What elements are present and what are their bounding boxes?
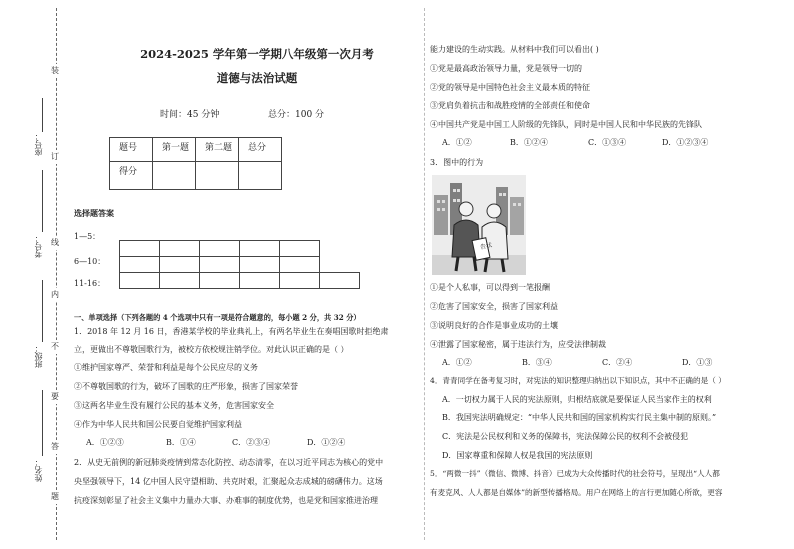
score-header-cell: 总分 <box>239 138 282 162</box>
spy-cartoon-image <box>432 175 526 275</box>
q3-option-b[interactable]: B．③④ <box>522 358 552 367</box>
binding-margin <box>0 0 68 549</box>
answer-cell[interactable] <box>280 257 320 273</box>
binding-word: 答 <box>51 440 59 454</box>
answer-area-title: 选择题答案 <box>74 208 114 218</box>
q5-stem: 5．“两微一抖”（微信、微博、抖音）已成为大众传播时代的社会符号，呈现出“人人都 <box>430 469 720 478</box>
q4-stem: 4．青青同学在备考复习时，对宪法的知识整理归纳出以下知识点，其中不正确的是（ ） <box>430 376 726 385</box>
answer-cell[interactable] <box>200 241 240 257</box>
answer-cell[interactable] <box>280 273 320 289</box>
q4-option-d[interactable]: D．国家尊重和保障人权是我国的宪法原则 <box>442 451 593 460</box>
q3-option-c[interactable]: C．②④ <box>602 358 633 367</box>
q2-option-c[interactable]: C．①③④ <box>588 138 627 147</box>
answer-cell[interactable] <box>240 241 280 257</box>
binding-word: 线 <box>51 236 59 250</box>
q2-option-d[interactable]: D．①②③④ <box>662 138 709 147</box>
q1-stem: 1．2018 年 12 月 16 日，香港某学校的毕业典礼上，有两名毕业生在奏唱国歌时拒绝肃 <box>74 327 389 336</box>
q1-option-d[interactable]: D．①②④ <box>307 438 346 447</box>
q2-option-a[interactable]: A．①② <box>442 138 472 147</box>
exam-number-label: 考号： <box>34 234 43 258</box>
binding-word: 内 <box>51 288 59 302</box>
q2-stem-continued: 能力建设的生动实践。从材料中我们可以看出( ) <box>430 45 599 54</box>
left-column <box>72 0 420 549</box>
q1-statement: ①维护国家尊严、荣誉和利益是每个公民应尽的义务 <box>74 363 258 372</box>
binding-word: 不 <box>51 340 59 354</box>
q3-illustration <box>432 175 526 275</box>
q3-option-d[interactable]: D．①③ <box>682 358 713 367</box>
q3-option-a[interactable]: A．①② <box>442 358 472 367</box>
q3-stem: 3．图中的行为 <box>430 158 484 167</box>
name-label: 姓名： <box>34 458 43 482</box>
score-row-label: 得分 <box>110 162 153 190</box>
q4-option-b[interactable]: B．我国宪法明确规定：“中华人民共和国的国家机构实行民主集中制的原则。” <box>442 413 717 422</box>
class-label: 班级： <box>34 344 43 368</box>
exam-time: 时间：45 分钟 <box>160 110 220 120</box>
seat-number-label: 座号： <box>34 132 43 156</box>
q1-statement: ②不尊敬国歌的行为，破坏了国歌的庄严形象，损害了国家荣誉 <box>74 382 298 391</box>
answer-cell[interactable] <box>240 273 280 289</box>
answer-cell[interactable] <box>240 257 280 273</box>
answer-cell[interactable] <box>200 257 240 273</box>
q1-statement: ③这两名毕业生没有履行公民的基本义务，危害国家安全 <box>74 401 274 410</box>
answer-cell[interactable] <box>120 273 160 289</box>
q2-statement: ④中国共产党是中国工人阶级的先锋队，同时是中国人民和中华民族的先锋队 <box>430 120 702 129</box>
q4-option-a[interactable]: A．一切权力属于人民的宪法原则，归根结底就是要保证人民当家作主的权利 <box>442 395 712 404</box>
answer-cell[interactable] <box>120 257 160 273</box>
answer-cell[interactable] <box>160 257 200 273</box>
binding-word: 装 <box>51 64 59 78</box>
right-column <box>430 0 794 549</box>
exam-title: 2024-2025 学年第一学期八年级第一次月考 <box>140 47 374 61</box>
section-one-heading: 一、单项选择（下列各题的 4 个选项中只有一项是符合题意的，每小题 2 分，共 32 分） <box>74 313 361 322</box>
q3-statement: ④泄露了国家秘密，属于违法行为，应受法律制裁 <box>430 340 606 349</box>
seat-number-line[interactable] <box>42 98 43 132</box>
q2-statement: ②党的领导是中国特色社会主义最本质的特征 <box>430 83 590 92</box>
binding-word: 要 <box>51 390 59 404</box>
exam-subject: 道德与法治试题 <box>216 71 298 85</box>
exam-total-score: 总分：100 分 <box>268 110 325 120</box>
q1-statement: ④作为中华人民共和国公民要自觉维护国家利益 <box>74 420 242 429</box>
answer-cell[interactable] <box>160 273 200 289</box>
q1-stem: 立，更做出不尊敬国歌行为，被校方依校规注销学位。对此认识正确的是（ ） <box>74 345 349 354</box>
binding-word: 订 <box>51 150 59 164</box>
q1-option-b[interactable]: B．①④ <box>166 438 196 447</box>
q2-statement: ①党是最高政治领导力量，党是领导一切的 <box>430 64 582 73</box>
q2-stem: 央坚强领导下，14 亿中国人民守望相助、共克时艰，汇聚起众志成城的磅礴伟力。这场 <box>74 477 383 486</box>
q5-stem: 有麦克风、人人都是自媒体”的新型传播格局。用户在网络上的言行更加随心所欲，更容 <box>430 488 723 497</box>
binding-word: 题 <box>51 490 59 504</box>
score-table <box>109 137 282 190</box>
score-cell[interactable] <box>239 162 282 190</box>
q3-statement: ③说明良好的合作是事业成功的土壤 <box>430 321 558 330</box>
q2-stem: 抗疫深刻彰显了社会主义集中力量办大事、办难事的制度优势，也是党和国家推进治理 <box>74 496 378 505</box>
exam-number-line[interactable] <box>42 170 43 232</box>
q3-statement: ①是个人私事，可以得到一笔报酬 <box>430 283 550 292</box>
q2-stem: 2．从史无前例的新冠肺炎疫情到常态化防控、动态清零，在以习近平同志为核心的党中 <box>74 458 384 467</box>
column-divider <box>424 8 425 540</box>
answer-cell[interactable] <box>280 241 320 257</box>
answer-cell[interactable] <box>200 273 240 289</box>
answer-cell[interactable] <box>320 273 360 289</box>
score-header-cell: 第一题 <box>153 138 196 162</box>
answer-cell[interactable] <box>160 241 200 257</box>
answer-row-label: 1—5： <box>74 232 101 241</box>
answer-cell[interactable] <box>120 241 160 257</box>
q3-statement: ②危害了国家安全，损害了国家利益 <box>430 302 558 311</box>
answer-grid-1-10 <box>119 240 320 273</box>
q4-option-c[interactable]: C．宪法是公民权利和义务的保障书，宪法保障公民的权利不会被侵犯 <box>442 432 689 441</box>
class-line[interactable] <box>42 280 43 342</box>
name-line[interactable] <box>42 390 43 456</box>
score-cell[interactable] <box>153 162 196 190</box>
q3-sign-text: 告状 <box>479 241 493 252</box>
answer-row-label: 11-16： <box>74 279 106 288</box>
q2-statement: ③党肩负着抗击和战胜疫情的全部责任和使命 <box>430 101 590 110</box>
score-header-cell: 题号 <box>110 138 153 162</box>
score-header-cell: 第二题 <box>196 138 239 162</box>
q1-option-c[interactable]: C．②③④ <box>232 438 271 447</box>
score-cell[interactable] <box>196 162 239 190</box>
answer-row-label: 6—10： <box>74 257 106 266</box>
answer-grid-11-16 <box>119 272 360 289</box>
binding-dashed-line <box>56 8 57 540</box>
q2-option-b[interactable]: B．①②④ <box>510 138 548 147</box>
q1-option-a[interactable]: A．①②③ <box>86 438 124 447</box>
